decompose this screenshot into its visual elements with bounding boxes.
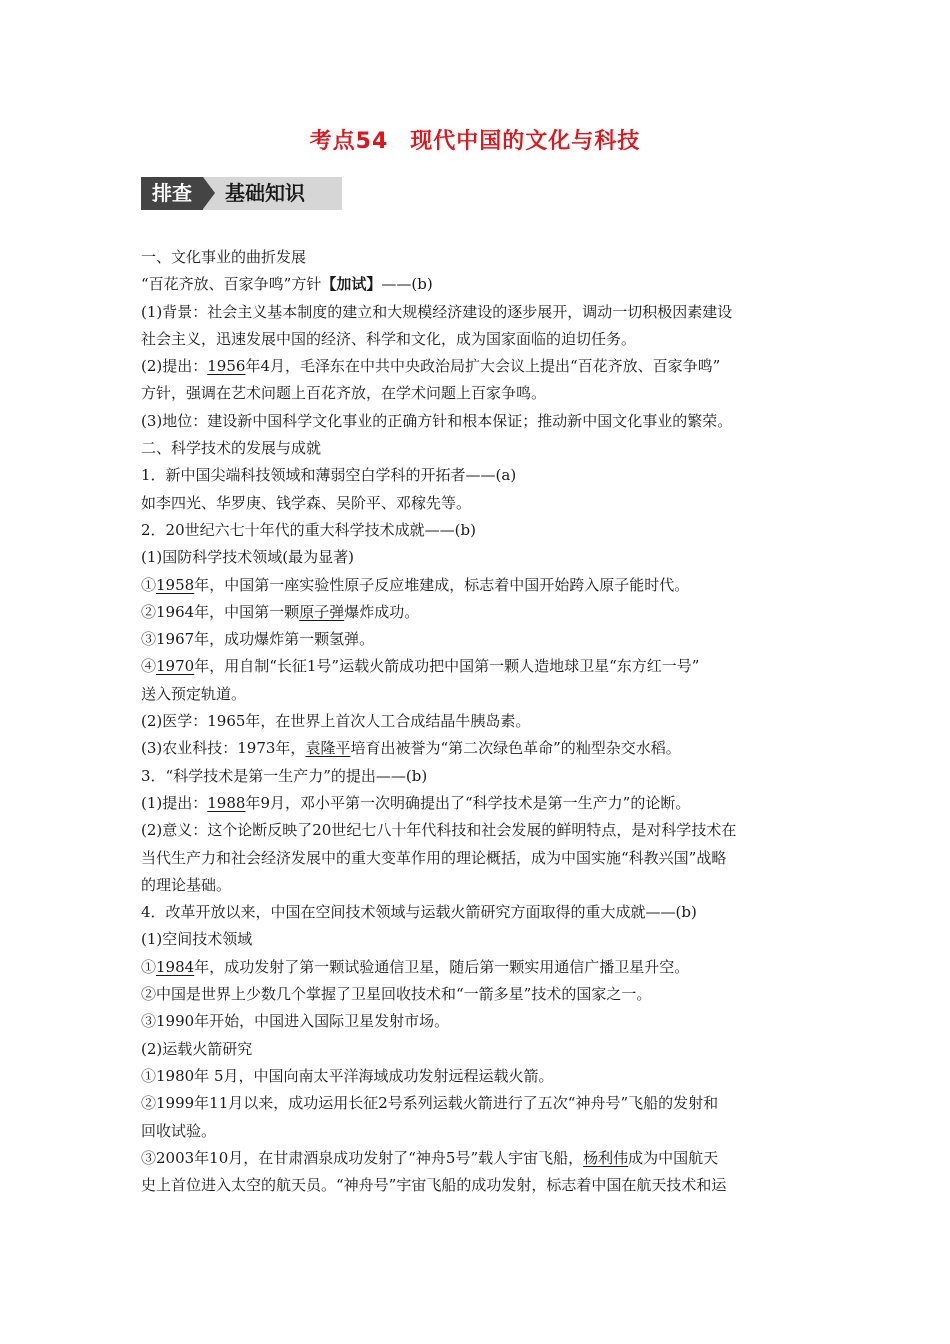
text-segment: ① xyxy=(141,957,157,976)
underlined-text: 袁隆平 xyxy=(305,739,351,758)
text-line: 当代生产力和社会经济发展中的重大变革作用的理论概括，成为中国实施“科教兴国”战略 xyxy=(141,848,727,867)
banner-tag: 排查 xyxy=(141,177,203,210)
text-line: 的理论基础。 xyxy=(141,875,232,894)
text-line xyxy=(141,1145,813,1172)
text-line xyxy=(141,790,813,817)
underlined-text: 1984 xyxy=(156,957,195,976)
text-segment: (3)农业科技：1973年， xyxy=(141,739,306,758)
underlined-text: 1956 xyxy=(207,357,246,376)
text-line: (1)空间技术领域 xyxy=(141,930,253,949)
title-prefix: 考点54 xyxy=(309,129,389,154)
section-banner xyxy=(141,177,342,210)
underlined-text: 1988 xyxy=(207,793,246,812)
text-segment: 成为中国航天 xyxy=(628,1148,719,1167)
text-line: 4．改革开放以来，中国在空间技术领域与运载火箭研究方面取得的重大成就——(b) xyxy=(141,903,697,922)
text-line: 如李四光、华罗庚、钱学森、吴阶平、邓稼先等。 xyxy=(141,493,472,512)
text-line: 送入预定轨道。 xyxy=(141,684,247,703)
title-text: 现代中国的文化与科技 xyxy=(410,129,641,154)
page-title xyxy=(0,124,950,155)
underlined-text: 原子弹 xyxy=(299,602,345,621)
underlined-text: 杨利伟 xyxy=(583,1148,629,1167)
heading-line: 二、科学技术的发展与成就 xyxy=(141,439,322,458)
text-line: 3．“科学技术是第一生产力”的提出——(b) xyxy=(141,766,428,785)
text-segment: 培育出被誉为“第二次绿色革命”的籼型杂交水稻。 xyxy=(350,739,681,758)
text-segment: 年，用自制“长征1号”运载火箭成功把中国第一颗人造地球卫星“东方红一号” xyxy=(194,657,700,676)
text-line: (1)国防科学技术领域(最为显著) xyxy=(141,548,354,567)
text-line: ③1990年开始，中国进入国际卫星发射市场。 xyxy=(141,1012,450,1031)
text-line: (2)运载火箭研究 xyxy=(141,1039,253,1058)
text-segment: 年9月，邓小平第一次明确提出了“科学技术是第一生产力”的论断。 xyxy=(245,793,691,812)
text-line: ①1980年 5月，中国向南太平洋海域成功发射远程运载火箭。 xyxy=(141,1066,554,1085)
underlined-text: 1958 xyxy=(156,575,195,594)
text-segment: 年4月，毛泽东在中共中央政治局扩大会议上提出“百花齐放、百家争鸣” xyxy=(245,357,721,376)
text-line xyxy=(141,653,813,680)
text-line: (2)医学：1965年，在世界上首次人工合成结晶牛胰岛素。 xyxy=(141,712,531,731)
banner-label: 基础知识 xyxy=(225,181,305,205)
text-segment: ——(b) xyxy=(381,275,433,294)
text-segment: ① xyxy=(141,575,157,594)
text-line: ②1999年11月以来，成功运用长征2号系列运载火箭进行了五次“神舟号”飞船的发射和 xyxy=(141,1094,719,1113)
text-segment: ③2003年10月，在甘肃酒泉成功发射了“神舟5号”载人宇宙飞船， xyxy=(141,1148,584,1167)
text-line xyxy=(141,572,813,599)
text-line: 回收试验。 xyxy=(141,1121,217,1140)
text-segment: 爆炸成功。 xyxy=(344,602,420,621)
text-line: (3)地位：建设新中国科学文化事业的正确方针和根本保证；推动新中国文化事业的繁荣。 xyxy=(141,411,733,430)
text-segment: “百花齐放、百家争鸣”方针 xyxy=(141,275,322,294)
text-line xyxy=(141,271,813,298)
heading-line: 一、文化事业的曲折发展 xyxy=(141,248,307,266)
text-line: (2)意义：这个论断反映了20世纪七八十年代科技和社会发展的鲜明特点，是对科学技术在 xyxy=(141,821,737,840)
text-line: (1)背景：社会主义基本制度的建立和大规模经济建设的逐步展开，调动一切积极因素建设 xyxy=(141,302,733,321)
jiashi-tag: 【加试】 xyxy=(321,275,382,294)
underlined-text: 1970 xyxy=(156,657,195,676)
document-body xyxy=(141,244,813,1199)
text-segment: ②1964年，中国第一颗 xyxy=(141,602,300,621)
text-line xyxy=(141,954,813,981)
text-line: 社会主义，迅速发展中国的经济、科学和文化，成为国家面临的迫切任务。 xyxy=(141,329,637,348)
text-segment: (2)提出： xyxy=(141,357,208,376)
banner-arrow-icon xyxy=(203,177,215,209)
text-line: 1．新中国尖端科技领域和薄弱空白学科的开拓者——(a) xyxy=(141,466,517,485)
text-segment: 年，成功发射了第一颗试验通信卫星，随后第一颗实用通信广播卫星升空。 xyxy=(194,957,690,976)
text-line xyxy=(141,599,813,626)
text-line xyxy=(141,353,813,380)
text-segment: ④ xyxy=(141,657,157,676)
text-line: 方针，强调在艺术问题上百花齐放，在学术问题上百家争鸣。 xyxy=(141,384,547,403)
text-line: 2．20世纪六七十年代的重大科学技术成就——(b) xyxy=(141,520,476,539)
text-line: ②中国是世界上少数几个掌握了卫星回收技术和“一箭多星”技术的国家之一。 xyxy=(141,985,652,1004)
text-segment: 年，中国第一座实验性原子反应堆建成，标志着中国开始跨入原子能时代。 xyxy=(194,575,690,594)
text-line: ③1967年，成功爆炸第一颗氢弹。 xyxy=(141,630,375,649)
text-line xyxy=(141,735,813,762)
text-segment: (1)提出： xyxy=(141,793,208,812)
text-line: 史上首位进入太空的航天员。“神舟号”宇宙飞船的成功发射，标志着中国在航天技术和运 xyxy=(141,1176,727,1195)
